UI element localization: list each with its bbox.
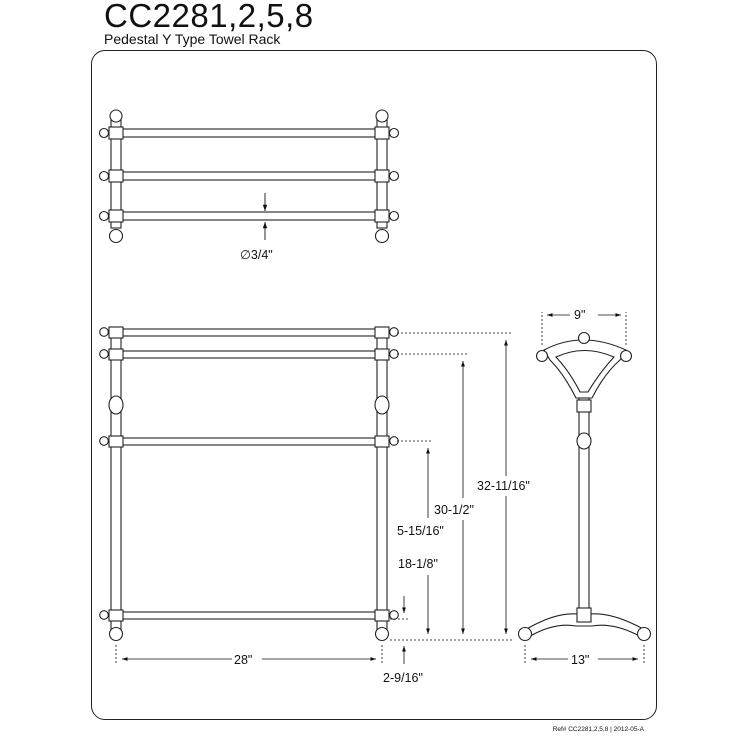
front-middle-bar [121, 438, 377, 445]
front-bottom-bar [121, 612, 377, 619]
top-view [100, 110, 399, 243]
front-top-bar [121, 329, 377, 336]
front-view [100, 327, 399, 641]
top-span-label: 9" [574, 308, 586, 322]
top-view-bar-2 [121, 172, 377, 180]
top-view-bar-1 [121, 129, 377, 137]
side-view [519, 333, 651, 641]
diameter-label: ∅3/4" [240, 248, 273, 262]
reference-code: Ref# CC2281,2,5,8 | 2012-05-A [552, 726, 644, 733]
bottom-bar-height-label: 18-1/8" [398, 557, 438, 571]
width-label: 28" [234, 653, 253, 667]
base-depth-label: 13" [571, 653, 590, 667]
upper-bar-height-label: 30-1/2" [434, 503, 474, 517]
middle-bar-height-label: 5-15/16" [397, 524, 444, 538]
finial [110, 110, 122, 122]
side-stem [579, 398, 589, 612]
model-title: CC2281,2,5,8 [104, 0, 314, 34]
product-subtitle: Pedestal Y Type Towel Rack [104, 31, 281, 47]
base-offset-label: 2-9/16" [383, 671, 423, 685]
front-upper-bar [121, 351, 377, 358]
foot [110, 230, 123, 243]
front-right-upright [377, 330, 387, 630]
top-view-bar-3 [121, 212, 377, 220]
knob [100, 129, 109, 138]
total-height-label: 32-11/16" [477, 479, 530, 493]
front-left-upright [111, 330, 121, 630]
